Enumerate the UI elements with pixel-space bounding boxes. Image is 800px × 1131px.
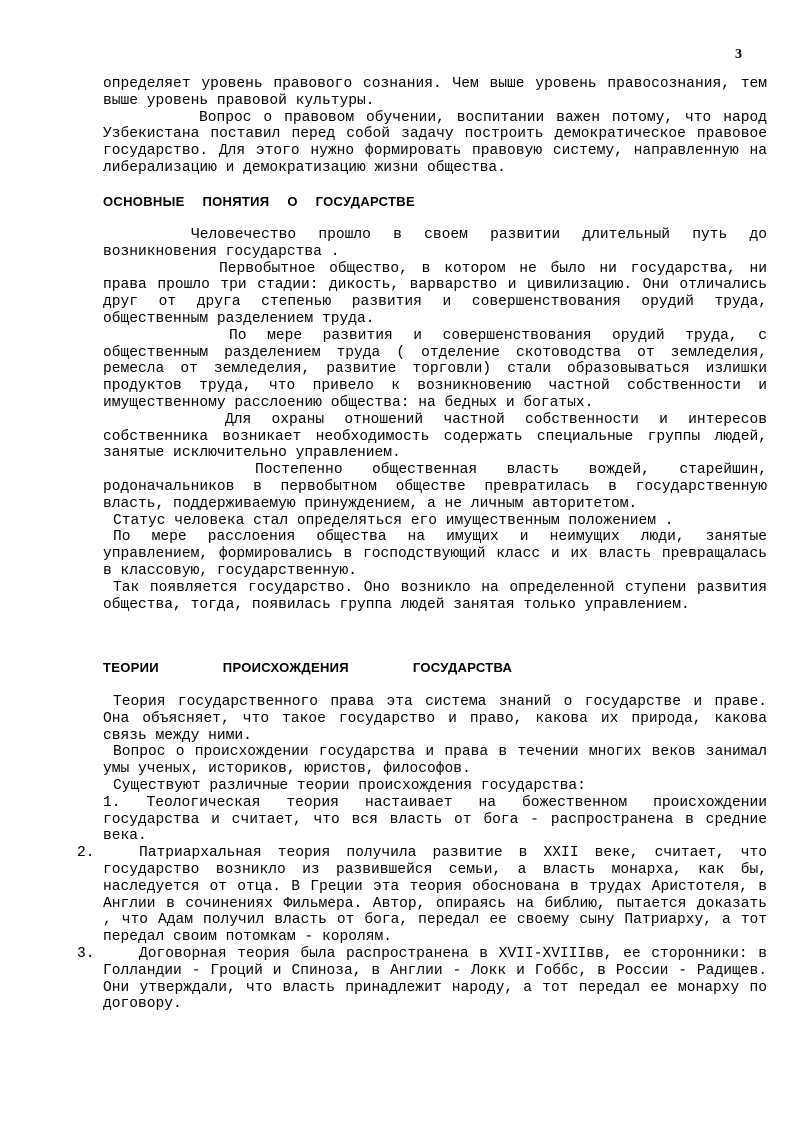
intro-paragraph-1: определяет уровень правового сознания. Чем выше уровень правосознания, тем выше уровень правовой культуры. (103, 76, 767, 109)
paragraph: Так появляется государство. Оно возникло на определенной ступени развития общества, тогда, появилась группа людей занятая только управлением. (103, 579, 767, 613)
paragraph: Для охраны отношений частной собственности и интересов собственника возникает необходимость содержать специальные группы людей, занятые исключительно управлением. (103, 411, 767, 462)
paragraph: Статус человека стал определяться его имущественным положением . (113, 512, 674, 529)
section-title: ТЕОРИИ ПРОИСХОЖДЕНИЯ ГОСУДАРСТВА (103, 660, 513, 675)
list-number: 3. (77, 945, 95, 962)
section-2-body (77, 694, 767, 1013)
intro-paragraph-2: Вопрос о правовом обучении, воспитании важен потому, что народ Узбекистана поставил перед собой задачу построить демократическое правовое государство. Для этого нужно формировать правовую систему, направленную на либерализацию и демократизацию жизни общества. (103, 109, 767, 176)
section-2-heading (103, 660, 767, 677)
paragraph: Постепенно общественная власть вождей, старейшин, родоначальников в первобытном обществе превратилась в государственную власть, поддерживаемую принуждением, а не личным авторитетом. (103, 462, 767, 512)
section-1-heading (103, 194, 767, 211)
list-text: Теологическая теория настаивает на божественном происхождении государства и считает, что вся власть от бога - распространена в средние века. (103, 794, 767, 845)
list-text: Договорная теория была распространена в XVII-XVIIIвв, ее сторонники: в Голландии - Гроций и Спиноза, в Англии - Локк и Гоббс, в России - Радищев. Они утверждали, что власть принадлежит народу, а тот передал ее монарху по договору. (103, 945, 767, 1013)
paragraph: Теория государственного права эта система знаний о государстве и праве. Она объясняет, что такое государство и право, какова их природа, какова связь между ними. (103, 694, 767, 744)
section-1-body (103, 227, 767, 613)
list-text: Патриархальная теория получила развитие в XXII веке, считает, что государство возникло из развившейся семьи, а власть монарха, как бы, наследуется от отца. В Греции эта теория обоснована в трудах Аристотеля, в Англии в сочинениях Фильмера. Автор, опираясь на библию, пытается доказать , что Адам получил власть от бога, передал ее своему сыну Патриарху, а тот передал своим потомкам - королям. (103, 845, 767, 946)
list-item (103, 795, 767, 845)
section-title: ОСНОВНЫЕ ПОНЯТИЯ О ГОСУДАРСТВЕ (103, 194, 415, 209)
paragraph: По мере расслоения общества на имущих и неимущих люди, занятые управлением, формировались в господствующий класс и их власть превращалась в классовую, государственную. (103, 529, 767, 579)
paragraph: Первобытное общество, в котором не было ни государства, ни права прошло три стадии: дикость, варварство и цивилизацию. Они отличались друг от друга степенью развития и совершенствования орудий труда, общественным разделением труда. (103, 260, 767, 327)
list-item (77, 845, 767, 946)
paragraph: Существуют различные теории происхождения государства: (113, 777, 586, 794)
list-item (77, 945, 767, 1013)
page-number: 3 (735, 47, 742, 62)
list-number: 1. (103, 794, 121, 811)
paragraph: Человечество прошло в своем развитии длительный путь до возникновения государства . (103, 227, 767, 260)
list-number: 2. (77, 845, 95, 862)
intro-block (103, 76, 767, 177)
paragraph: Вопрос о происхождении государства и права в течении многих веков занимал умы ученых, историков, юристов, философов. (103, 744, 767, 778)
paragraph: По мере развития и совершенствования орудий труда, с общественным разделением труда ( отделение скотоводства от земледелия, ремесла от земледелия, развитие торговли) стали образовываться излишки продуктов труда, что привело к возникновению частной собственности и имущественному расслоению общества: на бедных и богатых. (103, 327, 767, 411)
